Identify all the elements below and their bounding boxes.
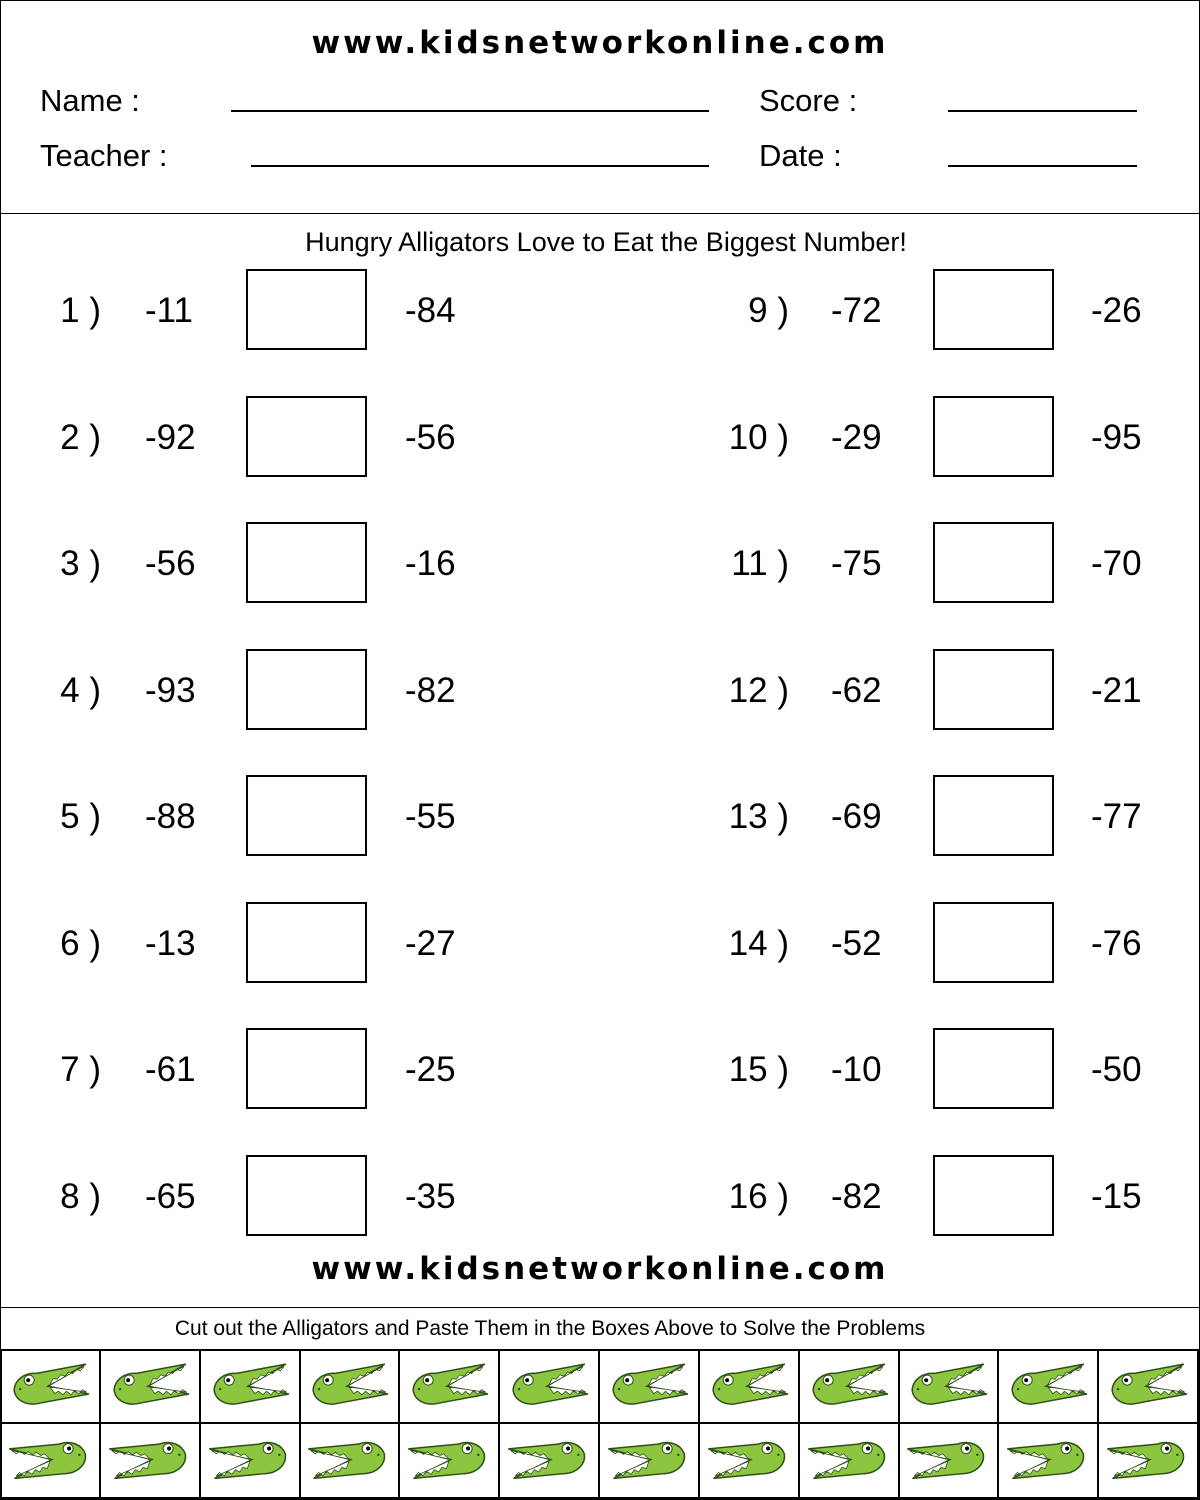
problem-number: 12 ): [728, 671, 789, 710]
alligator-facing-right-icon: [904, 1359, 992, 1414]
answer-box[interactable]: [933, 775, 1054, 856]
alligator-cutout[interactable]: [700, 1424, 800, 1499]
alligator-cutout[interactable]: [900, 1424, 1000, 1499]
answer-box[interactable]: [933, 649, 1054, 730]
alligator-facing-right-icon: [605, 1359, 693, 1414]
problem-number: 13 ): [728, 797, 789, 836]
teacher-line[interactable]: [251, 165, 709, 167]
right-number: -50: [1091, 1050, 1142, 1089]
alligator-facing-right-icon: [505, 1359, 593, 1414]
left-number: -72: [831, 291, 882, 330]
alligator-cutout[interactable]: [1099, 1424, 1199, 1499]
header-divider: [1, 213, 1199, 214]
answer-box[interactable]: [933, 522, 1054, 603]
left-number: -92: [145, 418, 196, 457]
alligator-cutout[interactable]: [500, 1424, 600, 1499]
header-website: www.kidsnetworkonline.com: [311, 25, 889, 61]
alligator-facing-left-icon: [703, 1431, 794, 1491]
left-number: -93: [145, 671, 196, 710]
alligator-cutout[interactable]: [600, 1349, 700, 1424]
answer-box[interactable]: [246, 1155, 367, 1236]
answer-box[interactable]: [246, 775, 367, 856]
answer-box[interactable]: [246, 396, 367, 477]
left-number: -56: [145, 544, 196, 583]
problem-number: 7 ): [60, 1050, 101, 1089]
alligator-cutout[interactable]: [900, 1349, 1000, 1424]
alligator-cutout[interactable]: [500, 1349, 600, 1424]
alligator-cutout[interactable]: [800, 1349, 900, 1424]
alligator-cutout[interactable]: [999, 1424, 1099, 1499]
problem-number: 1 ): [60, 291, 101, 330]
problem-number: 15 ): [728, 1050, 789, 1089]
answer-box[interactable]: [933, 1028, 1054, 1109]
right-number: -27: [405, 924, 456, 963]
left-number: -29: [831, 418, 882, 457]
alligator-facing-left-icon: [504, 1431, 595, 1491]
answer-box[interactable]: [246, 649, 367, 730]
answer-box[interactable]: [933, 902, 1054, 983]
alligator-facing-left-icon: [404, 1431, 495, 1491]
left-number: -75: [831, 544, 882, 583]
problem-number: 5 ): [60, 797, 101, 836]
left-number: -10: [831, 1050, 882, 1089]
alligator-facing-left-icon: [5, 1431, 96, 1491]
right-number: -77: [1091, 797, 1142, 836]
alligator-facing-left-icon: [903, 1431, 994, 1491]
answer-box[interactable]: [933, 396, 1054, 477]
right-number: -84: [405, 291, 456, 330]
left-number: -62: [831, 671, 882, 710]
left-number: -52: [831, 924, 882, 963]
alligator-facing-left-icon: [604, 1431, 695, 1491]
alligator-cutout[interactable]: [999, 1349, 1099, 1424]
alligator-cutout[interactable]: [400, 1349, 500, 1424]
answer-box[interactable]: [246, 269, 367, 350]
right-number: -56: [405, 418, 456, 457]
right-number: -95: [1091, 418, 1142, 457]
alligator-cutout[interactable]: [301, 1349, 401, 1424]
problem-number: 4 ): [60, 671, 101, 710]
teacher-label: Teacher :: [40, 138, 168, 173]
right-number: -70: [1091, 544, 1142, 583]
problem-number: 3 ): [60, 544, 101, 583]
problem-number: 11 ): [731, 544, 789, 583]
alligator-cutout[interactable]: [201, 1424, 301, 1499]
problem-number: 8 ): [60, 1177, 101, 1216]
footer-website: www.kidsnetworkonline.com: [311, 1251, 889, 1287]
right-number: -82: [405, 671, 456, 710]
alligator-facing-left-icon: [204, 1431, 295, 1491]
problem-number: 10 ): [728, 418, 789, 457]
alligator-facing-left-icon: [104, 1431, 195, 1491]
left-number: -88: [145, 797, 196, 836]
right-number: -76: [1091, 924, 1142, 963]
right-number: -25: [405, 1050, 456, 1089]
problem-number: 16 ): [728, 1177, 789, 1216]
alligator-facing-right-icon: [405, 1359, 493, 1414]
answer-box[interactable]: [933, 1155, 1054, 1236]
right-number: -26: [1091, 291, 1142, 330]
left-number: -82: [831, 1177, 882, 1216]
alligator-cutout[interactable]: [101, 1349, 201, 1424]
left-number: -11: [145, 291, 193, 330]
alligator-facing-right-icon: [804, 1359, 892, 1414]
problem-number: 14 ): [728, 924, 789, 963]
problem-number: 2 ): [60, 418, 101, 457]
answer-box[interactable]: [246, 902, 367, 983]
right-number: -16: [405, 544, 456, 583]
problem-number: 6 ): [60, 924, 101, 963]
alligator-cutout[interactable]: [1099, 1349, 1199, 1424]
left-number: -69: [831, 797, 882, 836]
alligator-facing-left-icon: [304, 1431, 395, 1491]
score-line[interactable]: [948, 110, 1137, 112]
alligator-facing-right-icon: [205, 1359, 293, 1414]
alligator-cutout[interactable]: [400, 1424, 500, 1499]
date-label: Date :: [759, 138, 842, 173]
alligator-facing-right-icon: [305, 1359, 393, 1414]
left-number: -13: [145, 924, 196, 963]
name-line[interactable]: [231, 110, 709, 112]
alligator-cutout[interactable]: [800, 1424, 900, 1499]
alligator-cutout[interactable]: [600, 1424, 700, 1499]
name-label: Name :: [40, 83, 140, 118]
alligator-cutout[interactable]: [201, 1349, 301, 1424]
alligator-cutout[interactable]: [1, 1349, 101, 1424]
cutout-grid: [1, 1349, 1199, 1499]
alligator-facing-left-icon: [1103, 1431, 1194, 1491]
right-number: -21: [1091, 671, 1142, 710]
date-line[interactable]: [948, 165, 1137, 167]
cutout-instructions: Cut out the Alligators and Paste Them in the Boxes Above to Solve the Problems: [174, 1317, 926, 1340]
left-number: -61: [145, 1050, 196, 1089]
alligator-cutout[interactable]: [700, 1349, 800, 1424]
problem-number: 9 ): [748, 291, 789, 330]
alligator-facing-right-icon: [6, 1359, 94, 1414]
alligator-facing-right-icon: [1004, 1359, 1092, 1414]
score-label: Score :: [759, 83, 858, 118]
answer-box[interactable]: [246, 1028, 367, 1109]
cutout-divider: [1, 1307, 1199, 1308]
alligator-facing-right-icon: [705, 1359, 793, 1414]
alligator-facing-right-icon: [106, 1359, 194, 1414]
alligator-cutout[interactable]: [1, 1424, 101, 1499]
right-number: -35: [405, 1177, 456, 1216]
alligator-facing-left-icon: [803, 1431, 894, 1491]
alligator-cutout[interactable]: [301, 1424, 401, 1499]
alligator-cutout[interactable]: [101, 1424, 201, 1499]
alligator-facing-right-icon: [1104, 1359, 1192, 1414]
left-number: -65: [145, 1177, 196, 1216]
instructions: Hungry Alligators Love to Eat the Biggest Number!: [305, 227, 907, 257]
alligator-facing-left-icon: [1003, 1431, 1094, 1491]
answer-box[interactable]: [933, 269, 1054, 350]
answer-box[interactable]: [246, 522, 367, 603]
right-number: -15: [1091, 1177, 1142, 1216]
right-number: -55: [405, 797, 456, 836]
